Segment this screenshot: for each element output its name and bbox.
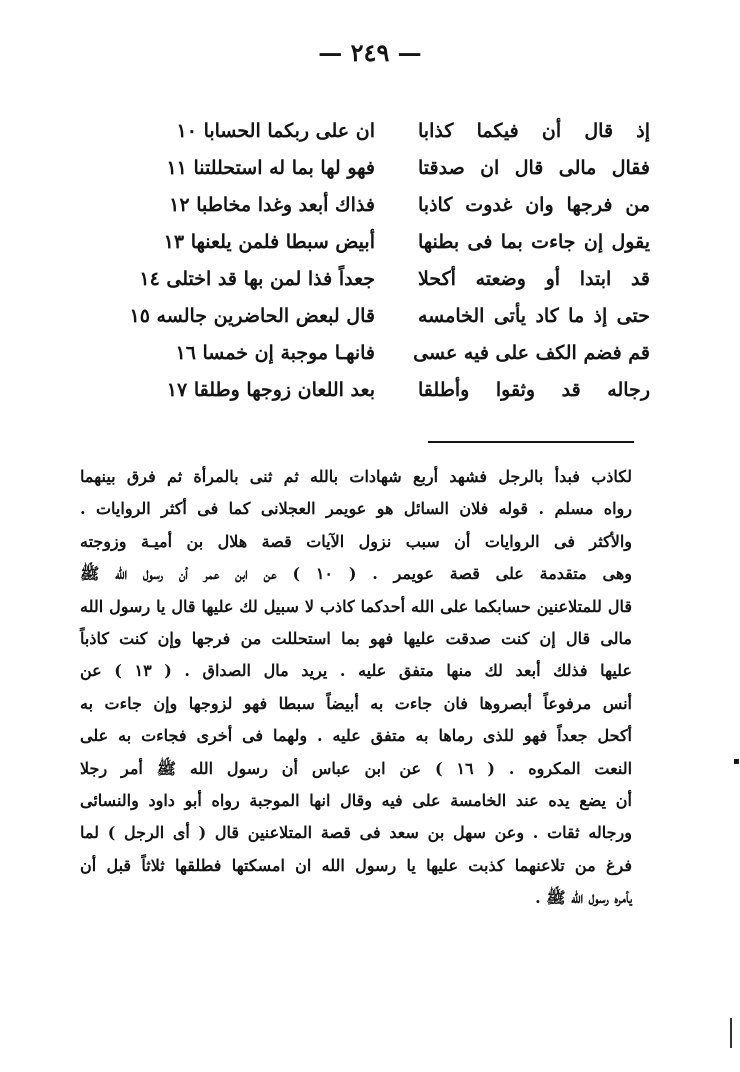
verse [120, 334, 650, 371]
commentary-line: يأمره رسول الله ﷺ . [535, 888, 632, 908]
verse-second-hemistich: فذاك أبعد وغدا مخاطبا ١٢ [169, 193, 375, 216]
verse [120, 112, 650, 149]
verse-second-hemistich: فانهـا موجبة إن خمسا ١٦ [175, 341, 375, 364]
verse [120, 186, 650, 223]
verse-first-hemistich: فقال مالى قال ان صدقتا [418, 156, 650, 179]
verse-second-hemistich: فهو لها بما له استحللتنا ١١ [166, 156, 375, 179]
scan-edge-mark [730, 1018, 732, 1048]
commentary-line: لكاذب فبدأ بالرجل فشهد أربع شهادات بالله ثم ثنى بالمرأة ثم فرق بينهما [80, 467, 632, 486]
verse [120, 260, 650, 297]
verse-first-hemistich: رجاله قد وثقوا وأطلقا [418, 378, 650, 401]
commentary-line: عليها فذلك أبعد لك منها متفق عليه . يريد مال الصداق . ( ١٣ ) عن [80, 661, 633, 681]
verse [120, 149, 650, 186]
verse-second-hemistich: أبيض سبطا فلمن يلعنها ١٣ [163, 230, 375, 253]
commentary-line: قال للمتلاعنين حسابكما على الله أحدكما كاذب لا سبيل لك عليها قال يا رسول الله [80, 596, 632, 616]
section-divider [428, 441, 634, 443]
scan-speck: ▪ [733, 756, 740, 767]
commentary-text [80, 461, 632, 914]
verse-first-hemistich: قم فضم الكف على فيه عسى [413, 341, 650, 364]
verse-first-hemistich: يقول إن جاءت بما فى بطنها [418, 230, 650, 253]
commentary-line: أن يضع يده عند الخامسة على فيه وقال انها الموجبة رواه أبو داود والنسائى [80, 790, 632, 810]
commentary-line: أنس مرفوعاً أبصروها فان جاءت به أبيضاً سبطا فهو لزوجها وإن جاءت به [80, 693, 632, 713]
verse-second-hemistich: ان على ربكما الحسابا ١٠ [176, 119, 375, 142]
verse-second-hemistich: جعداً فذا لمن بها قد اختلى ١٤ [139, 267, 375, 290]
verse-first-hemistich: قد ابتدا أو وضعته أكحلا [418, 267, 650, 290]
verse [120, 223, 650, 260]
verse-second-hemistich: قال لبعض الحاضرين جالسه ١٥ [129, 304, 375, 327]
commentary-line: وهى متقدمة على قصة عويمر . ( ١٠ ) عن ابن عمر أن رسول الله ﷺ [80, 564, 632, 584]
commentary-line: أكحل جعداً فهو للذى رماها به متفق عليه . ولهما فى أخرى فجاءت به على [80, 726, 633, 746]
poem [120, 112, 650, 408]
commentary-line: رواه مسلم . قوله فلان السائل هو عويمر العجلانى كما فى أكثر الروايات . [80, 499, 632, 519]
commentary-line: مالى قال إن كنت صدقت عليها فهو بما استحللت من فرجها وإن كنت كاذباً [80, 628, 633, 648]
commentary-line: فرغ من تلاعنهما كذبت عليها يا رسول الله ان امسكتها فطلقها ثلاثاً قبل أن [80, 855, 632, 875]
verse [120, 371, 650, 408]
verse-second-hemistich: بعد اللعان زوجها وطلقا ١٧ [166, 378, 375, 401]
verse-first-hemistich: إذ قال أن فيكما كذابا [418, 119, 650, 142]
commentary-line: ورجاله ثقات . وعن سهل بن سعد فى قصة المتلاعنين قال ( أى الرجل ) لما [80, 823, 632, 843]
verse-first-hemistich: من فرجها وان غدوت كاذبا [418, 193, 650, 216]
verse [120, 297, 650, 334]
commentary-line: النعت المكروه . ( ١٦ ) عن ابن عباس أن رسول الله ﷺ أمر رجلا [80, 758, 633, 778]
commentary-line: والأكثر فى الروايات أن سبب نزول الآيات قصة هلال بن أميـة وزوجته [80, 531, 632, 551]
verse-first-hemistich: حتى إذ ما كاد يأتى الخامسه [418, 304, 650, 327]
page-number: — ٢٤٩ — [318, 38, 422, 67]
